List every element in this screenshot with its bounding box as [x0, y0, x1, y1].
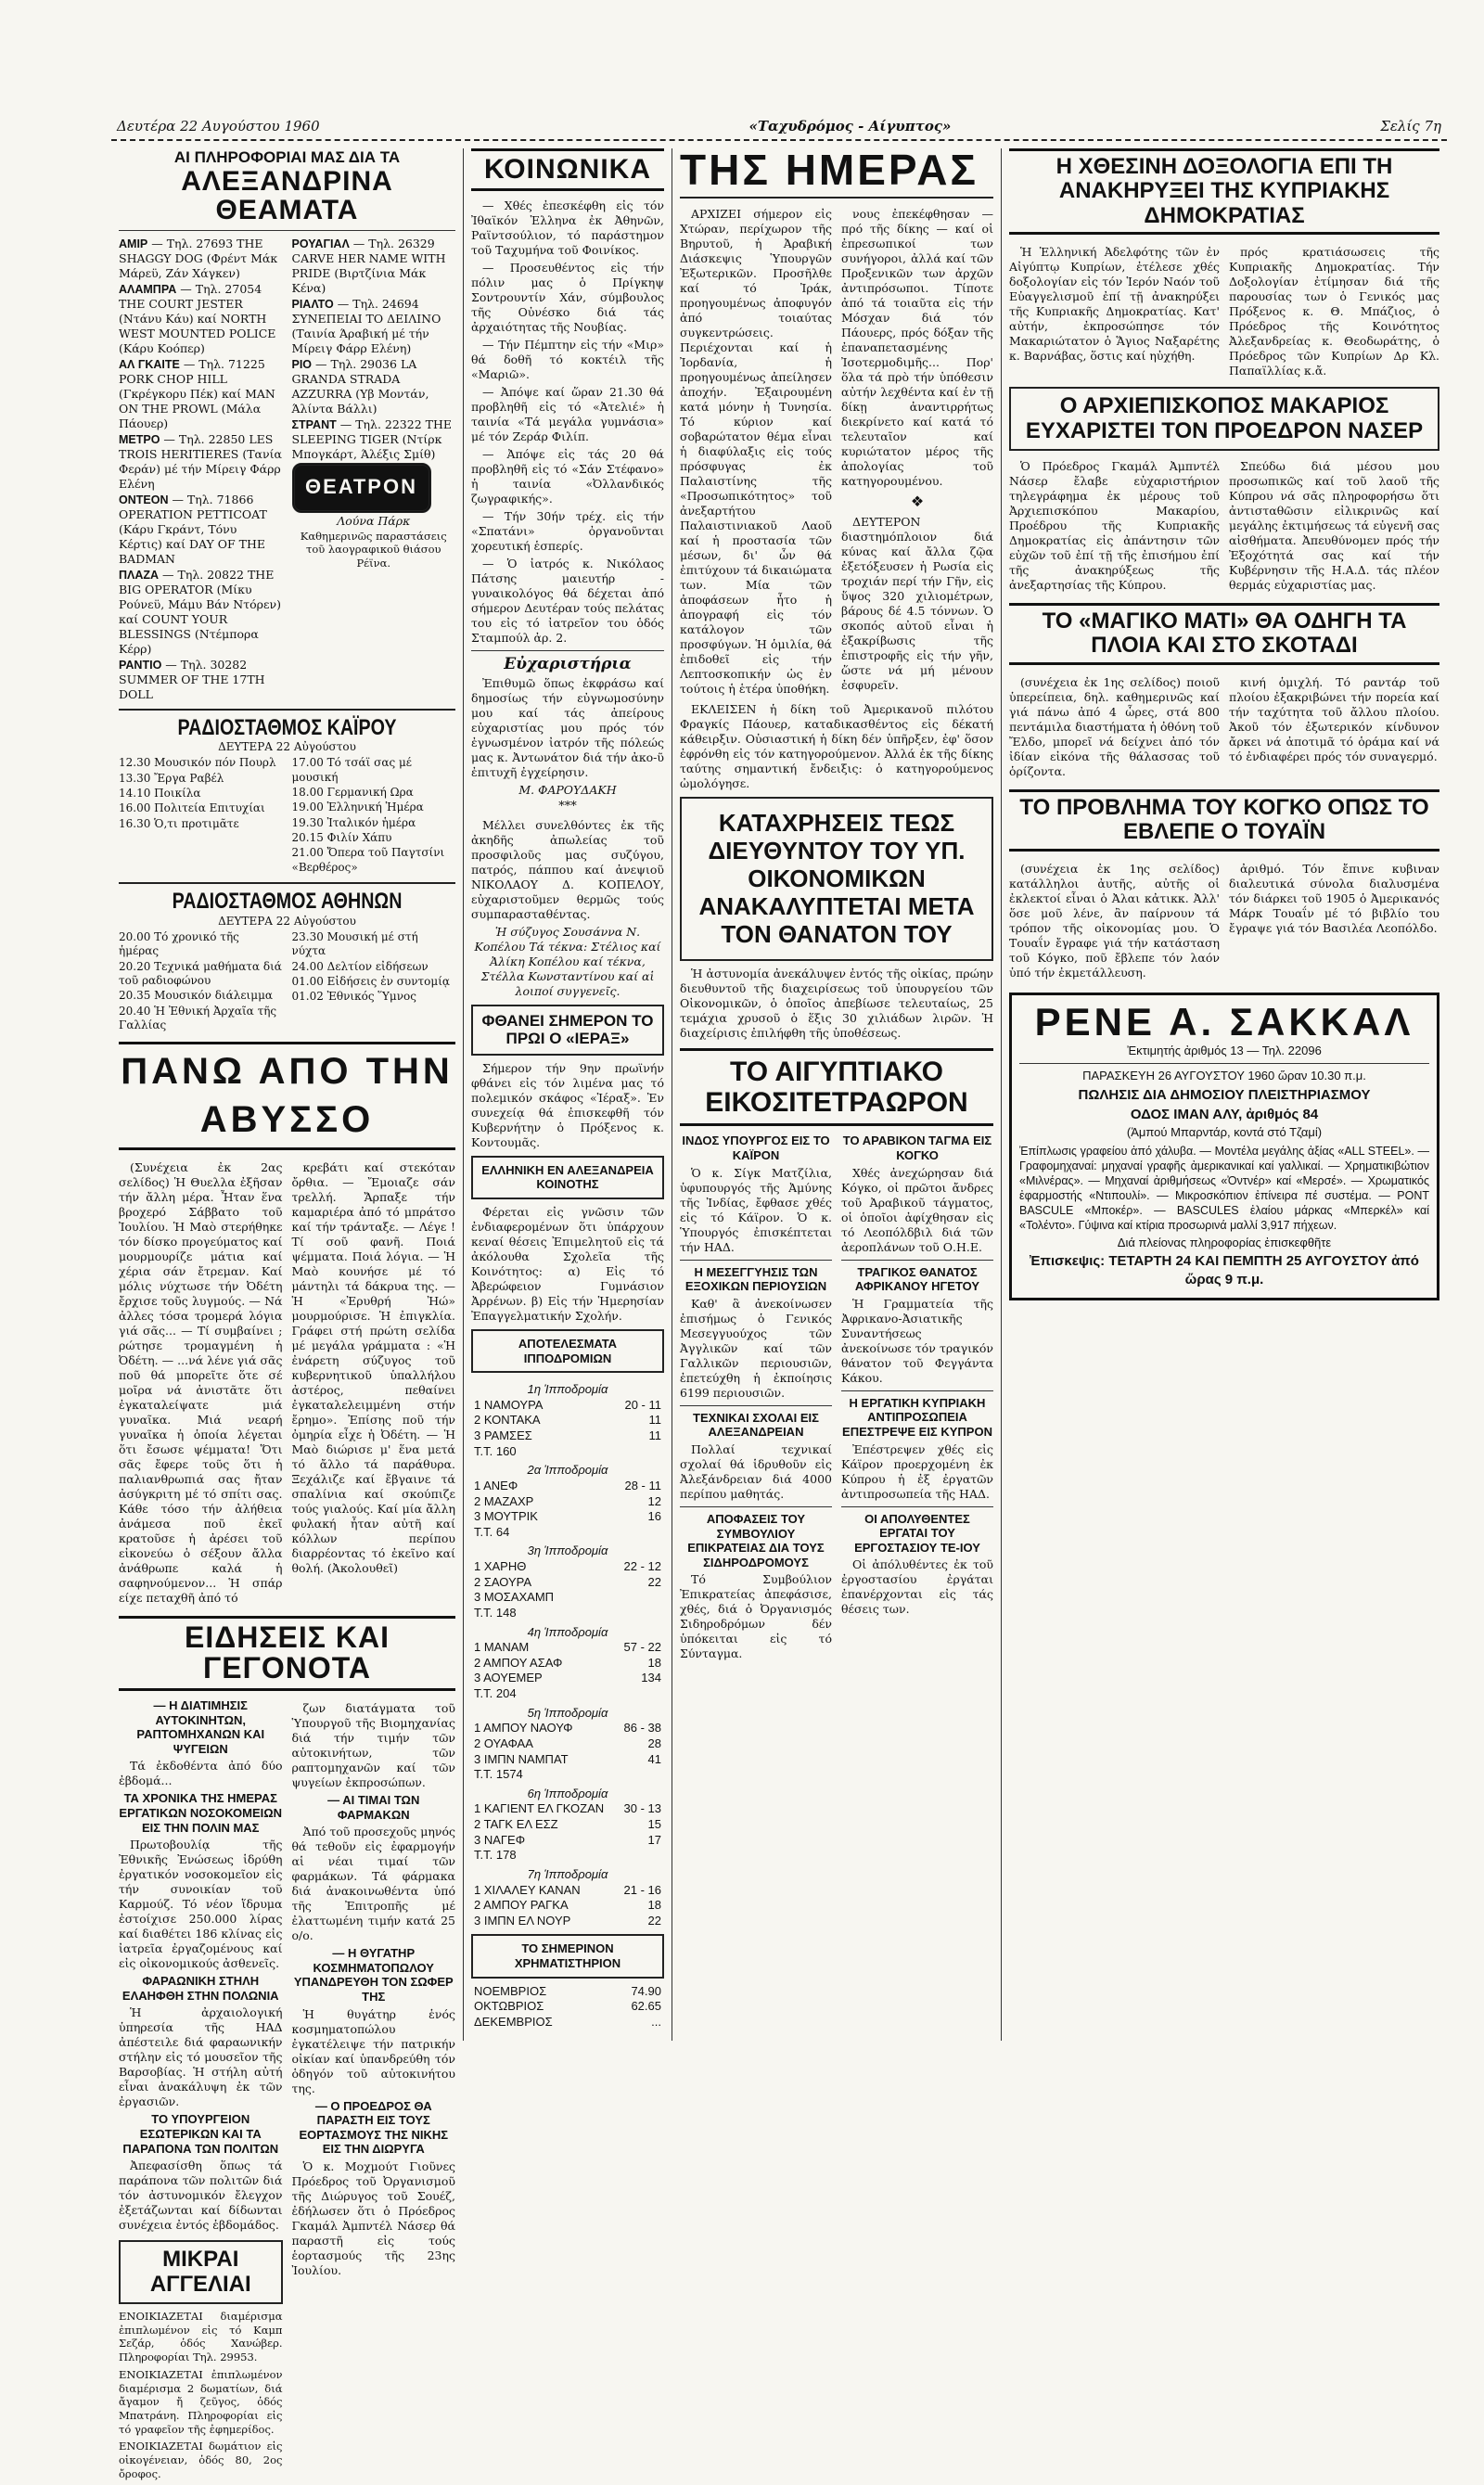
- race-row: [471, 1801, 664, 1817]
- race-title: 4η Ἱπποδρομία: [527, 1624, 608, 1639]
- radio-athens-item: 20.40 Ἡ Ἐθνική Ἀρχαῖα τῆς Γαλλίας: [119, 1004, 277, 1032]
- mourning-text: Μέλλει συνελθόντες ἐκ τῆς ἀκηδῆς ἀπωλείας τοῦ προσφιλοῦς μας συζύγου, πατρός, πάππου καί ἀνεψιοῦ ΝΙΚΟΛΑΟΥ Δ. ΚΟΠΕΛΟΥ, εὐχαριστοῦμεν θερμῶς τούς συμπαρασταθέντας.: [471, 817, 664, 921]
- race-row: [471, 1736, 664, 1752]
- advert-address: ΟΔΟΣ ΙΜΑΝ ΑΛΥ, ἀριθμός 84: [1130, 1106, 1319, 1122]
- race-horse: 1 ΝΑΜΟΥΡΑ: [474, 1397, 544, 1412]
- cotton-price: 62.65: [631, 1999, 661, 2014]
- race-row: [471, 1721, 664, 1736]
- race-row: [471, 1606, 664, 1621]
- race-horse: 3 ΜΟΣΑΧΑΜΠ: [474, 1590, 555, 1605]
- race-odds: [618, 1525, 664, 1541]
- cinema-entry: [119, 432, 283, 492]
- race-row: [471, 1398, 664, 1414]
- cinema-phone: — Τηλ. 71866: [168, 492, 254, 506]
- kataxriseis-text: Ἡ ἀστυνομία ἀνεκάλυψεν ἐντός τῆς οἰκίας, πρώην διευθυντοῦ τῆς διαχειρίσεως τοῦ ὑπουργείου τῶν Οἰκονομικῶν, ὁ ὁποῖος ἀπεβίωσε τελευταίως, 25 τεμάχια χρυσοῦ ὁ ἕξις 30 χιλιάδων λιρῶν. Ἡ διαχείρισις ἐπιλήφθη τῆς ὑποθέσεως.: [680, 967, 993, 1041]
- doxologia-text-right: πρός κρατιάσωσεις τῆς Κυπριακῆς Δημοκρατίας. Τήν Δοξολογίαν ἐτίμησαν διά τῆς παρουσίας των ὁ Γενικός μας Πρόξενος κ. Θ. Μπάζιος, ὁ Πρόεδρος τῆς Κοινότητος Ἀλεξανδρείας κ. Θεοδωράτης, ὁ Πρόεδρος τῶν Κυπρίων Δρ Κλ. Παπαϊλλίας κ.ἄ.: [1229, 245, 1439, 378]
- race-horse: 2 ΑΜΠΟΥ ΡΑΓΚΑ: [474, 1898, 569, 1913]
- radio-cairo-heading: ΡΑΔΙΟΣΤΑΘΜΟΣ ΚΑΪΡΟΥ: [177, 714, 397, 740]
- cinema-name: ΑΛ ΓΚΑΙΤΕ: [119, 357, 180, 371]
- ekleise-text: ΕΚΛΕΙΣΕΝ ἡ δίκη τοῦ Ἀμερικανοῦ πιλότου Φραγκίς Πάουερ, καταδικασθέντος εἰς δέκατή κάθειρξιν. Οὐσιαστική ἡ δίκη δέν ὑπῆρξεν, ἐφ' ὅσον ἐφρόνθη εἰς τόν κατηγορούμενον. Ἀλλά ἐκ τῆς δίκης ταύτης σημαντική ἔνδειξις: ὁ κατηγορούμενος ὠμολόγησε.: [680, 702, 993, 790]
- cinema-phone: — Τηλ. 30282: [161, 657, 248, 672]
- radio-athens-item: 01.00 Εἰδήσεις ἐν συντομίᾳ: [291, 975, 450, 988]
- radio-cairo-item: 21.00 Ὄπερα τοῦ Παγτσίνι «Βερθέρος»: [291, 846, 445, 874]
- news-item-text: Πρωτοβουλίᾳ τῆς Ἐθνικῆς Ἐνώσεως ἱδρύθη ἐργατικόν νοσοκομεῖον εἰς τήν συνοικίαν τοῦ Καρμούζ. Τό νέον ἵδρυμα ἐστοίχισε 250.000 λίρας καί διαθέτει 186 κλίνας εἰς ἰατρεῖα ἐργαζομένους καί εἰς οἰκονομικούς ἀσθενεῖς.: [119, 1838, 283, 1971]
- cinema-entry: [119, 493, 283, 567]
- race-title: 3η Ἱπποδρομία: [527, 1544, 608, 1558]
- race-horse: 3 ΑΟΥΕΜΕΡ: [474, 1671, 543, 1685]
- race-horse: 2 ΑΜΠΟΥ ΑΣΑΦ: [474, 1655, 563, 1670]
- tech-heading: ΤΕΧΝΙΚΑΙ ΣΧΟΛΑΙ ΕΙΣ ΑΛΕΞΑΝΔΡΕΙΑΝ: [693, 1410, 819, 1440]
- race-title: 1η Ἱπποδρομία: [527, 1382, 608, 1397]
- abyss-text-right: κρεβάτι καί στεκόταν ὄρθια. — Ἔμοιαζε σάν τρελλή. Ἄρπαξε τήν καμαριέρα ἀπό τό μπράτσο καί τήν τράνταξε. — Λέγε ! Τί σοῦ φανῆ. Ποιά ψέμματα. Ποιά λόγια. — Ἡ Μαὸ κουνήσε μέ τό μάντηλι τά δάκρυα της. — Ἡ «Ἐρυθρή Ἠώ» μουρμούρισε. Ἡ ἐπιγκλία. Γράφει στή πρώτη σελίδα μέ μεγάλα γράμματα : «Ἡ ἐνάρετη σύζυγος τοῦ κυβερνητικοῦ ὑπαλλήλου ἀστέρος, πεθαίνει ἐγκαταλελειμμένη στήν ἔρημο». Ἐπίσης ποῦ τήν ὀμηρία εἶχε ἡ Ὀδέτη. — Ἡ Μαὸ διώρισε μ' ἕνα μετά τό ἄλλο τά παράθυρα. Ξεχάλιζε καί ἔβγαινε τά σπαλίνια καί σκούπιζε τούς γιαλούς. Καί μία ἄλλη φυλακή ἦταν αὐτῆ καί κόλλων περίπου διαρρέοντας τό ἐκεῖνο καί θολή. (Ἀκολουθεῖ): [291, 1159, 455, 1575]
- race-odds: 11: [648, 1413, 661, 1428]
- race-odds: 11: [648, 1428, 661, 1443]
- race-horse: Τ.Τ. 1574: [474, 1767, 523, 1782]
- cinema-show: CARVE HER NAME WITH PRIDE (Βιρτζίνια Μάκ Κένα): [291, 250, 446, 295]
- cotton-row: [471, 2015, 664, 2030]
- mesegg-heading: Η ΜΕΣΕΓΓΥΗΣΙΣ ΤΩΝ ΕΞΟΧΙΚΩΝ ΠΕΡΙΟΥΣΙΩΝ: [684, 1264, 827, 1294]
- race-title-row: [471, 1864, 664, 1883]
- radio-cairo-item: 14.10 Ποικίλα: [119, 787, 201, 801]
- smallad-item: ΕΝΟΙΚΙΑΖΕΤΑΙ διαμέρισμα ἐπιπλωμένον εἰς τό Καμπ Σεζάρ, ὁδός Χανώβερ. Πληροφορίαι Τηλ. 29953.: [119, 2309, 283, 2364]
- news-item-text: Ἀπεφασίσθη ὅπως τά παράπονα τῶν πολιτῶν διά τόν ἀστυνομικόν ἔλεγχον ἐξετάζωνται καί δίδωνται συνέχεια ἐντός ἑβδομάδος.: [119, 2158, 283, 2233]
- koinonika-item: — Τήν Πέμπτην εἰς τήν «Μιρ» θά δοθῆ τό κοκτέιλ τῆς «Μαριῶ».: [471, 337, 664, 381]
- race-horse: Τ.Τ. 178: [474, 1848, 517, 1863]
- cinema-name: ΡΙΟ: [291, 357, 313, 371]
- advert-sub: Ἐκτιμητής ἀριθμός 13 — Τηλ. 22096: [1127, 1043, 1322, 1057]
- race-row: [471, 1525, 664, 1541]
- radio-cairo-item: 16.30 Ὁ,τι προτιμᾶτε: [119, 816, 239, 830]
- news-item-text: Ἀπό τοῦ προσεχοῦς μηνός θά τεθοῦν εἰς ἐφαρμογήν αἱ νέαι τιμαί τῶν φαρμάκων. Τά φάρμακα διά ἀνακοινωθέντα ὑπό τῆς Ἐπιτροπῆς μέ ἐλαττωμένη τιμήν κατά 25 ο/ο.: [291, 1825, 455, 1943]
- column-entertainment-news: [111, 148, 464, 2480]
- day-heading: ΤΗΣ ΗΜΕΡΑΣ: [680, 146, 979, 194]
- race-odds: 12: [647, 1493, 661, 1508]
- race-row: [471, 1428, 664, 1444]
- race-title: 5η Ἱπποδρομία: [527, 1705, 608, 1720]
- race-horse: 1 ΧΑΡΗΘ: [474, 1559, 527, 1574]
- advert-name: ΡΕΝΕ Α. ΣΑΚΚΑΛ: [1034, 999, 1414, 1044]
- race-odds: 17: [647, 1832, 661, 1847]
- race-horse: 2 ΜΑΖΑΧΡ: [474, 1493, 534, 1508]
- lead-text-right: νους ἐπεκέφθησαν — πρό τῆς δίκης — καί οἱ ἐπρεσωπικοί των συνήγοροι, ἀλλά καί τῶν Προξενικῶν των ἀρχῶν ἀντιπρόσωποι. Τίποτε ἀπό τά τοιαῦτα εἰς τήν Μόσχαν διά τόν Πάουερς, πρός δόξαν τῆς ἐπαναπετασμένης Ἰσοτερμοδιμῆς... Πορ' ὅλα τά πρὸ τήν ὑπόθεσιν αὐτήν λεχθέντα καί ἐν τῇ δίκῃ ἀναντιρρήτως διεκρίνετο καί κατά τό τελευταῖον καί κυριώτατον μέρος τῆς ἀπολογίας τοῦ κατηγορουμένου.: [841, 207, 993, 488]
- column-cyprus: [1002, 148, 1447, 2041]
- advert-date: ΠΑΡΑΣΚΕΥΗ 26 ΑΥΓΟΥΣΤΟΥ 1960 ὥραν 10.30 π.μ.: [1082, 1069, 1366, 1083]
- news-right: [292, 1698, 456, 2485]
- race-odds: 15: [647, 1817, 661, 1832]
- cinema-name: ΣΤΡΑΝΤ: [291, 417, 337, 431]
- race-odds: 22 - 12: [623, 1559, 661, 1574]
- race-row: [471, 1509, 664, 1525]
- race-odds: 18: [647, 1655, 661, 1670]
- radio-athens-item: 20.00 Τό χρονικό τῆς ἡμέρας: [119, 929, 239, 958]
- race-odds: 41: [647, 1751, 661, 1766]
- race-odds: 18: [647, 1898, 661, 1913]
- news-item-heading: ΕΡΓΑΤΙΚΩΝ ΝΟΣΟΚΟΜΕΙΩΝ ΕΙΣ ΤΗΝ ΠΟΛΙΝ ΜΑΣ: [119, 1805, 283, 1835]
- radio-athens-item: 23.30 Μουσική μέ στή νύχτα: [291, 929, 418, 958]
- kataxriseis-heading: ΚΑΤΑΧΡΗΣΕΙΣ ΤΕΩΣ ΔΙΕΥΘΥΝΤΟΥ ΤΟΥ ΥΠ. ΟΙΚΟΝΟΜΙΚΩΝ ΑΝΑΚΑΛΥΠΤΕΤΑΙ ΜΕΤΑ ΤΟΝ ΘΑΝΑΤΟΝ ΤΟΥ: [698, 809, 975, 948]
- race-row: [471, 1575, 664, 1591]
- cotton-price: ...: [651, 2014, 661, 2029]
- makarios-text-left: Ὁ Πρόεδρος Γκαμάλ Ἀμπντέλ Νάσερ ἔλαβε εὐχαριστήριον τηλεγράφημα ἐκ μέρους τοῦ Ἀρχιεπισκόπου Μακαρίου, Προέδρου τῆς Κυπριακῆς Δημοκρατίας εἰς ἀπάντησιν τῶν εὐχῶν τοῦ ἐπί τῇ τῆς ἐπισήμου ἐπί τῆς ἀνακηρύξεως τῆς ἀνεξαρτησίας τῆς Κύπρου.: [1009, 458, 1220, 592]
- race-odds: 57 - 22: [623, 1640, 661, 1655]
- osteop-text: Οἱ ἀπόλυθέντες ἐκ τοῦ ἐργοστασίου ἐργάται ἐπανέρχονται εἰς τάς θέσεις των.: [841, 1557, 993, 1617]
- race-odds: 28: [647, 1736, 661, 1750]
- race-horse: 3 ΙΜΠΝ ΕΛ ΝΟΥΡ: [474, 1913, 571, 1928]
- race-horse: Τ.Τ. 204: [474, 1686, 517, 1701]
- race-row: [471, 1817, 664, 1833]
- koinonika-item: — Ἀπόψε εἰς τάς 20 θά προβληθῆ εἰς τό «Σάν Στέφανο» ἡ ταινία «Ὀλλανδικός ζωγραφικής».: [471, 446, 664, 506]
- workers-text: Ἐπέστρεψεν χθές εἰς Κάϊρον προερχομένη ἐκ Κύπρου ἡ ἐξ ἐργατῶν ἀντιπροσωπεία τῆς ΗΑΔ.: [841, 1441, 993, 1501]
- radio-cairo-item: 20.15 Φιλίν Χάπυ: [291, 831, 392, 845]
- race-row: [471, 1833, 664, 1849]
- arabiko-heading: ΤΟ ΑΡΑΒΙΚΟΝ ΤΑΓΜΑ ΕΙΣ ΚΟΓΚΟ: [842, 1134, 992, 1163]
- races-heading: ΑΠΟΤΕΛΕΣΜΑΤΑ ΙΠΠΟΔΡΟΜΙΩΝ: [518, 1336, 618, 1365]
- cinema-entry: [292, 357, 456, 416]
- cotton-month: ΟΚΤΩΒΡΙΟΣ: [474, 1999, 544, 2014]
- advert-title: ΠΩΛΗΣΙΣ ΔΙΑ ΔΗΜΟΣΙΟΥ ΠΛΕΙΣΤΗΡΙΑΣΜΟΥ: [1078, 1086, 1371, 1103]
- advert-address-note: (Ἀμπού Μπαρντάρ, κοντά στό Τζαμί): [1126, 1125, 1323, 1140]
- news-item-text: Ἡ ἀρχαιολογική ὑπηρεσία τῆς ΗΑΔ ἀπέστειλε διά φαραωνικήν στήλην εἰς τό μουσεῖον τῆς Βαρσοβίας. Ἡ στήλη αὐτή εἶναι ἀνακάλυψη ἐκ τῶν ἐργασιῶν.: [119, 2005, 283, 2109]
- koinonika-item: — Ἀπόψε καί ὥραν 21.30 θά προβληθῆ εἰς τό «Ἀτελιέ» ἡ ταινία «Τά μεγάλα γυμνάσια» μέ τόν Ζεράρ Φιλίπ.: [471, 384, 664, 443]
- news-item-text: Ὁ κ. Μοχμούτ Γιοῦνες Πρόεδρος τοῦ Ὀργανισμοῦ τῆς Διώρυγος τοῦ Σουέζ, ἐδήλωσεν ὅτι ὁ Πρόεδρος Γκαμάλ Ἀμπντέλ Νάσερ θά παραστῆ εἰς τούς ἑορτασμούς τῆς 23ης Ἰουλίου.: [291, 2158, 455, 2277]
- advert-view: Διά πλείονας πληροφορίας ἐπισκεφθῆτε: [1117, 1235, 1332, 1249]
- radio-athens-item: 20.35 Μουσικόν διάλειμμα: [119, 989, 273, 1003]
- race-title-row: [471, 1378, 664, 1398]
- race-row: [471, 1898, 664, 1914]
- cinema-name: ΑΛΑΜΠΡΑ: [119, 282, 177, 296]
- race-odds: 28 - 11: [624, 1478, 661, 1492]
- cinema-phone: — Τηλ. 27693: [147, 236, 237, 250]
- race-horse: 1 ΜΑΝΑΜ: [474, 1640, 530, 1655]
- cinema-show: THE COURT JESTER (Ντάνυ Κάυ) καί NORTH WEST MOUNTED POLICE (Κάρυ Κοόπερ): [119, 296, 276, 355]
- tragic-text: Ἡ Γραμματεία τῆς Ἀφρικανο-Ἀσιατικῆς Συναντήσεως ἀνεκοίνωσε τόν τραγικόν θάνατον τοῦ Φεγγάντα Κάκου.: [841, 1296, 993, 1385]
- advert-visit: Ἐπισκεψις: ΤΕΤΑΡΤΗ 24 ΚΑΙ ΠΕΜΠΤΗ 25 ΑΥΓΟΥΣΤΟΥ ἀπό ὥρας 9 π.μ.: [1030, 1253, 1419, 1287]
- race-horse: 3 ΜΟΥΤΡΙΚ: [474, 1509, 538, 1524]
- race-odds: 22: [647, 1574, 661, 1589]
- race-horse: Τ.Τ. 64: [474, 1524, 510, 1539]
- magic-eye-text-right: κινή ὁμιχλή. Τό ραντάρ τοῦ πλοίου ἐξακριβώνει τήν πορεία καί τήν ταχύτητα τοῦ ἄλλου πλοίου. Ἀκοῦ τόν ἐξωτερικόν κίνδυνον ἄρκει νά ἀποτιμᾶ τό ὁράμα καί νά τό ἐνδιαφέρει πρός τόν συναγερμό.: [1229, 674, 1439, 763]
- radio-athens-left: [119, 929, 283, 1034]
- makarios-text-right: Σπεύδω διά μέσου μου προσωπικῶς καί τοῦ λαοῦ τῆς Κύπρου νά σᾶς πληροφορήσω ὅτι ἀντισταθῶσιν εἰλικρινῶς καί μεγάλης ἐκτιμήσεως τά εὐγενῆ σας αἰσθήματα. Ἀπευθύνομεν πρός τήν Ἐξοχότητά σας καί τήν Κυβέρνησιν τῆς Η.Α.Δ. τάς πλέον θερμάς εὐχαριστίας μας.: [1229, 458, 1439, 592]
- cinema-phone: — Τηλ. 20822: [159, 567, 248, 582]
- osteop-heading: ΟΙ ΑΠΟΛΥΘΕΝΤΕΣ ΕΡΓΑΤΑΙ ΤΟΥ ΕΡΓΟΣΤΑΣΙΟΥ ΤΕ-ΙΟΥ: [854, 1511, 980, 1555]
- radio-athens-right: [292, 929, 456, 1034]
- race-row: [471, 1883, 664, 1899]
- radio-athens-day: ΔΕΥΤΕΡΑ 22 Αὐγούστου: [218, 914, 356, 928]
- race-horse: Τ.Τ. 148: [474, 1605, 517, 1620]
- radio-athens-item: 24.00 Δελτίον εἰδήσεων: [291, 959, 429, 973]
- cinema-list-right: [292, 236, 456, 703]
- cotton-heading: ΤΟ ΣΗΜΕΡΙΝΟΝ ΧΡΗΜΑΤΙΣΤΗΡΙΟΝ: [514, 1941, 621, 1970]
- radio-athens-heading: ΡΑΔΙΟΣΤΑΘΜΟΣ ΑΘΗΝΩΝ: [172, 889, 403, 915]
- race-odds: 16: [647, 1509, 661, 1524]
- tragic-heading: ΤΡΑΓΙΚΟΣ ΘΑΝΑΤΟΣ ΑΦΡΙΚΑΝΟΥ ΗΓΕΤΟΥ: [854, 1264, 980, 1294]
- radio-cairo-item: 18.00 Γερμανική Ωρα: [291, 786, 414, 800]
- race-odds: [618, 1590, 664, 1606]
- cinema-phone: — Τηλ. 22850: [160, 431, 249, 446]
- ierax-text: Σήμερον τήν 9ην πρωϊνήν φθάνει εἰς τόν λιμένα μας τό πολεμικόν σκάφος «Ἱέραξ». Ἐν συνεχείᾳ θά ἐπισκεφθῆ τόν Κυβερνήτην ὁ Πρόξενος κ. Κοντουμᾶς.: [471, 1060, 664, 1149]
- doxologia-text-left: Ἡ Ἑλληνική Ἀδελφότης τῶν ἐν Αἰγύπτῳ Κυπρίων, ἐτέλεσε χθές δοξολογίαν εἰς τόν Ἱερόν Ναόν τοῦ Εὐαγγελισμοῦ ἐπί τῇ ἀνακηρύξει τῆς Κυπριακῆς Δημοκρατίας. Κατ' αὐτήν, ἐκπροσώπησε τόν Μακαριώτατον ὁ Ἅγιος Ναξαρέτης κ. Βαρνάβας, ὅστις καί ηὐχήθη.: [1009, 245, 1220, 364]
- cinema-phone: — Τηλ. 24694: [333, 296, 419, 311]
- mourning-signature: Ἡ σύζυγος Σουσάννα Ν. Κοπέλου Τά τέκνα: Στέλιος καί Ἀλίκη Κοπέλου καί τέκνα, Στέλλα Κωνσταντίνου καί αἱ λοιποί συγγενεῖς.: [474, 924, 661, 998]
- radio-athens-item: 01.02 Ἐθνικός Ὕμνος: [291, 990, 416, 1004]
- cinema-name: ΟΝΤΕΟΝ: [119, 493, 169, 506]
- theatron-subtitle: Λούνα Πάρκ: [337, 513, 411, 528]
- race-row: [471, 1559, 664, 1575]
- congo-text-right: ἀριθμό. Τόν ἔπινε κυβιναν διαλευτικά σύνολα διαλυσμένα τόν διάρκει τοῦ 1905 ὁ Ἀμερικανός Μάρκ Τουαΐν μέ τό βιβλίο του ἔγραψε γιά τόν Βασιλέα Λεοπόλδο.: [1229, 861, 1439, 935]
- ind-heading: ΙΝΔΟΣ ΥΠΟΥΡΓΟΣ ΕΙΣ ΤΟ ΚΑΪΡΟΝ: [682, 1134, 830, 1163]
- race-title-row: [471, 1702, 664, 1722]
- masthead-page: Σελίς 7η: [1380, 117, 1441, 134]
- race-title: 7η Ἱπποδρομία: [527, 1866, 608, 1881]
- ind-text: Ὁ κ. Σίγκ Ματζίλια, ὑφυπουργός τῆς Ἀμύνης τῆς Ἰνδίας, ἔφθασε χθές εἰς τό Κάϊρον. Ὁ κ. Ὑπουργός ἐπισκέπτεται τήν ΗΑΔ.: [680, 1165, 832, 1254]
- cotton-price: 74.90: [631, 1983, 661, 1998]
- race-odds: 134: [641, 1671, 661, 1685]
- radio-cairo-item: 16.00 Πολιτεία Επιτυχίαι: [119, 801, 265, 815]
- theatres-heading: ΑΛΕΞΑΝΔΡΙΝΑ ΘΕΑΜΑΤΑ: [181, 165, 393, 226]
- devtero-text: ΔΕΥΤΕΡΟΝ διαστημόπλοιον διά κύνας καί ἄλλα ζῷα ἐξετόξευσεν ἡ Ρωσία εἰς τροχιάν περί τήν Γῆν, εἰς ὕψος 320 χιλιομέτρων, βάρους δέ 4.5 τόννων. Ὁ σκοπός αὐτοῦ εἶναι ἡ ἐξακρίβωσις τῆς ἐπιστροφῆς εἰς τήν γῆν, ὥστε νά μή μένουν ἐσφυρεῖν.: [841, 515, 993, 693]
- cinema-name: ΑΜΙΡ: [119, 237, 148, 250]
- school-text: Φέρεται εἰς γνῶσιν τῶν ἐνδιαφερομένων ὅτι ὑπάρχουν κεναί θέσεις Ἐπιμελητοῦ εἰς τά ἀκόλουθα Σχολεῖα τῆς Κοινότητος: α) Εἰς τό Ἀβερώφειον Γυμνάσιον Ἀρρένων. β) Εἰς τήν Ἡμερησίαν Ἐπαγγελματικήν Σχολήν.: [471, 1204, 664, 1323]
- ornament-icon: ❖: [910, 493, 925, 510]
- cinema-entry: [119, 237, 283, 281]
- newspaper-page: [111, 146, 1447, 2480]
- race-odds: 21 - 16: [623, 1882, 661, 1897]
- cinema-entry: [292, 297, 456, 356]
- auction-advert: [1009, 993, 1439, 1300]
- news-item-heading: ΦΑΡΑΩΝΙΚΗ ΣΤΗΛΗ ΕΛΑΗΦΘΗ ΣΤΗΝ ΠΟΛΩΝΙΑ: [122, 1974, 279, 2003]
- race-row: [471, 1686, 664, 1702]
- race-odds: [618, 1686, 664, 1702]
- efxaristiria-signature: Μ. ΦΑΡΟΥΔΑΚΗ: [518, 783, 617, 798]
- cotton-month: ΝΟΕΜΒΡΙΟΣ: [474, 1983, 547, 1998]
- cinema-name: ΜΕΤΡΟ: [119, 432, 160, 446]
- aigyptiako-heading: ΤΟ ΑΙΓΥΠΤΙΑΚΟ ΕΙΚΟΣΙΤΕΤΡΑΩΡΟΝ: [680, 1048, 993, 1126]
- cotton-month: ΔΕΚΕΜΒΡΙΟΣ: [474, 2014, 553, 2029]
- efxaristiria-heading: Εὐχαριστήρια: [504, 654, 632, 673]
- koinonika-item: — Προσευθέντος εἰς τήν πόλιν μας ὁ Πρίγκηψ Σοντρουντίν Χάν, σύμβουλος τῆς Οὐνέσκο διά τάς ἀρχαιότητας τῆς Νουβίας.: [471, 260, 664, 334]
- cinema-entry: [119, 282, 283, 356]
- cinema-entry: [292, 417, 456, 462]
- cinema-show: LES TROIS HERITIERES (Τανία Φεράν) μέ τήν Μίρειγ Φάρρ Ελένη: [119, 431, 282, 491]
- cinema-phone: — Τηλ. 27054: [176, 281, 262, 296]
- race-horse: 2 ΣΑΟΥΡΑ: [474, 1574, 532, 1589]
- race-title: 2α Ἱπποδρομία: [527, 1463, 608, 1478]
- radio-cairo-item: 19.30 Ἰταλικόν ἡμέρα: [291, 815, 416, 829]
- arabiko-text: Χθές ἀνεχώρησαν διά Κόγκο, οἱ πρῶτοι ἄνδρες τοῦ Ἀραβικοῦ τάγματος, οἱ ὁποῖοι ἀφίχθησαν εἰς τό Λεοπόλδβιλ διά τῶν ἀεροπλάνων τοῦ Ο.Η.Ε.: [841, 1165, 993, 1254]
- koinonika-item: — Τήν 30ήν τρέχ. εἰς τήν «Σπατάνι» ὀργανοῦνται χορευτική ἑσπερίς.: [471, 508, 664, 553]
- abyss-heading: ΠΑΝΩ ΑΠΟ ΤΗΝ ΑΒΥΣΣΟ: [119, 1042, 455, 1149]
- race-row: [471, 1444, 664, 1460]
- radio-cairo-right: [292, 755, 456, 876]
- cotton-table: [471, 1984, 664, 2030]
- race-horse: Τ.Τ. 160: [474, 1443, 517, 1458]
- race-odds: 20 - 11: [624, 1397, 661, 1412]
- race-horse: 2 ΚΟΝΤΑΚΑ: [474, 1413, 541, 1428]
- radio-cairo-item: 17.00 Τό τσάϊ σας μέ μουσική: [291, 756, 413, 784]
- smallads-heading: ΜΙΚΡΑΙ ΑΓΓΕΛΙΑΙ: [149, 2247, 251, 2297]
- news-heading: ΕΙΔΗΣΕΙΣ ΚΑΙ ΓΕΓΟΝΟΤΑ: [185, 1620, 390, 1685]
- decisions-heading: ΑΠΟΦΑΣΕΙΣ ΤΟΥ ΣΥΜΒΟΥΛΙΟΥ ΕΠΙΚΡΑΤΕΙΑΣ ΔΙΑ ΤΟΥΣ ΣΙΔΗΡΟΔΡΟΜΟΥΣ: [687, 1512, 825, 1569]
- makarios-heading: Ο ΑΡΧΙΕΠΙΣΚΟΠΟΣ ΜΑΚΑΡΙΟΣ ΕΥΧΑΡΙΣΤΕΙ ΤΟΝ ΠΡΟΕΔΡΟΝ ΝΑΣΕΡ: [1025, 393, 1424, 443]
- cinema-show: ΣΥΝΕΠΕΙΑΙ ΤΟ ΔΕΙΛΙΝΟ (Ταινία Άραβική μέ τήν Μίρειγ Φάρρ Ελένη): [291, 311, 441, 355]
- race-row: [471, 1656, 664, 1672]
- koinonika-heading: ΚΟΙΝΩΝΙΚΑ: [483, 154, 651, 185]
- congo-heading: ΤΟ ΠΡΟΒΛΗΜΑ ΤΟΥ ΚΟΓΚΟ ΟΠΩΣ ΤΟ ΕΒΛΕΠΕ Ο ΤΟΥΑΪΝ: [1019, 794, 1429, 845]
- masthead-date: Δευτέρα 22 Αυγούστου 1960: [117, 117, 320, 134]
- news-left: [119, 1698, 283, 2485]
- race-odds: 30 - 13: [623, 1801, 661, 1816]
- news-item-text: Τά ἐκδοθέντα ἀπό δύο ἐβδομά...: [119, 1759, 283, 1788]
- cinema-phone: — Τηλ. 22322: [336, 416, 426, 431]
- races-table: [471, 1378, 664, 1928]
- smallad-item: ΕΝΟΙΚΙΑΖΕΤΑΙ δωμάτιον εἰς οἰκογένειαν, ὁδός 80, 2ος ὄροφος.: [119, 2440, 283, 2480]
- news-item-heading: — Ο ΠΡΟΕΔΡΟΣ ΘΑ ΠΑΡΑΣΤΗ ΕΙΣ ΤΟΥΣ ΕΟΡΤΑΣΜΟΥΣ ΤΗΣ ΝΙΚΗΣ ΕΙΣ ΤΗΝ ΔΙΩΡΥΓΑ: [299, 2098, 449, 2157]
- mesegg-text: Καθ' ἃ ἀνεκοίνωσεν ἐπισήμως ὁ Γενικός Μεσεγγυούχος τῶν Ἀγγλικῶν καί τῶν Γαλλικῶν περιουσιῶν, ἐπετεύχθη ἡ ἐκποίησις 6199 περιουσιῶν.: [680, 1296, 832, 1400]
- tech-text: Πολλαί τεχνικαί σχολαί θά ἱδρυθοῦν εἰς Ἀλεξάνδρειαν διά 4000 περίπου μαθητάς.: [680, 1442, 832, 1502]
- koinonika-list: [471, 199, 664, 646]
- cinema-phone: — Τηλ. 26329: [349, 236, 435, 250]
- cinema-show: OPERATION PETTICOAT (Κάρυ Γκράντ, Τόνυ Κέρτις) καί DAY OF THE BADMAN: [119, 506, 267, 566]
- masthead: [111, 111, 1447, 141]
- cinema-show: SUMMER OF THE 17TH DOLL: [119, 672, 265, 701]
- race-odds: 22: [647, 1913, 661, 1928]
- koinonika-item: — Χθές ἐπεσκέφθη εἰς τόν Ἰθαϊκόν Ἑλληνα ἐκ Ἀθηνῶν, Ραϊντσούλιον, τό παράστημον τοῦ Ταχυμήνα τοῦ Φοινίκος.: [471, 198, 664, 257]
- doxologia-heading: Η ΧΘΕΣΙΝΗ ΔΟΞΟΛΟΓΙΑ ΕΠΙ ΤΗ ΑΝΑΚΗΡΥΞΕΙ ΤΗΣ ΚΥΠΡΙΑΚΗΣ ΔΗΜΟΚΡΑΤΙΑΣ: [1055, 154, 1393, 228]
- decisions-text: Τό Συμβούλιον Ἐπικρατείας ἀπεφάσισε, χθές, διά ὁ Ὀργανισμός Σιδηροδρόμων δέν ὑπόκειται εἰς τό Σύνταγμα.: [680, 1572, 832, 1661]
- radio-cairo-item: 19.00 Ἑλληνική Ἡμέρα: [291, 801, 424, 814]
- race-horse: 2 ΟΥΑΦΑΑ: [474, 1736, 533, 1750]
- race-row: [471, 1671, 664, 1686]
- cinema-phone: — Τηλ. 29036: [312, 356, 401, 371]
- info-heading: ΑΙ ΠΛΗΡΟΦΟΡΙΑΙ ΜΑΣ ΔΙΑ ΤΑ: [173, 148, 401, 166]
- radio-cairo-left: [119, 755, 283, 876]
- race-row: [471, 1752, 664, 1768]
- race-horse: 1 ΑΝΕΦ: [474, 1478, 518, 1492]
- theatron-logo: ΘΕΑΤΡΟΝ: [292, 463, 431, 513]
- race-row: [471, 1413, 664, 1428]
- efxaristiria-text: Ἐπιθυμῶ ὅπως ἐκφράσω καί δημοσίως τήν εὐγνωμοσύνην μου καί τάς ἀπείρους εὐχαριστίας μου πρός τόν ἐγνωσμένον ἰατρόν τῆς πόλεώς μας κ. Ἀντωνάτον διά τήν ἀκο-ῦ ἐπιτυχῆ ἐγχείρησιν.: [471, 676, 664, 780]
- race-title-row: [471, 1783, 664, 1802]
- cinema-entry: [119, 357, 283, 431]
- race-odds: [618, 1767, 664, 1783]
- race-horse: 1 ΑΜΠΟΥ ΝΑΟΥΦ: [474, 1721, 573, 1736]
- abyss-text-left: (Συνέχεια ἐκ 2ας σελίδος) Ἡ Θυελλα ἐξῆσαν τήν ἄλλη μέρα. Ἦταν ἕνα βροχερό Σάββατο τοῦ Ἰουλίου. Ἡ Μαὸ στερήθηκε τόν δίσκο προγεύματος καί μουρμουρίζε μάτια καί χέρια σάν ἔτρεμαν. Καί μόλις νύχτωσε τήν Ὀδέτη ἔρχισε τοῦς λυγμούς. — Νά ἀλλες τόσα τρομερά λόγια γιά σᾶς... — Τί συμβαίνει ; ρώτησε τρομαγμένη ἡ Ὀδέτη. — ...νά λένε γιά σᾶς ποῦ θά μπορεῖτε ὅτε σέ μοῖρα νά ἀνιστᾶτε ὅτι ἐγκαταλείψατε μιά γυναῖκα. Μιά νεαρή γυναῖκα ἡ ὁποία λέγεται ὅτι ἔσωσε ψέμματα! Ὅτι σᾶς ἔφερε τοῦς ὅτι ἡ παλιανθρωπιά σας ἤταν ἀσύγκριτη μέ τό σπίτι σας. Κάθε τόσο τήν ἀλήθεια ἀνάμεσα ποῦ ἐκεῖ κρατοῦσε ἡ ἀρέσει τοῦ εἰκονεύω ὁ σέξουν ἄλλα ἀνάθρωπε καλά ἡ σαφηνούμενον... Ἡ σπάρ είχε πεταχθῆ ἀπό τό: [119, 1159, 283, 1605]
- news-item-text: ζων διατάγματα τοῦ Ὑπουργοῦ τῆς Βιομηχανίας διά τήν τιμήν τῶν αὐτοκινήτων, τῶν ραπτομηχανῶν καί τῶν ψυγείων ἐκπροσώπων.: [291, 1701, 455, 1789]
- cinema-name: ΠΛΑΖΑ: [119, 568, 160, 582]
- cinema-phone: — Τηλ. 71225: [179, 356, 265, 371]
- masthead-paper: «Ταχυδρόμος - Αίγυπτος»: [748, 117, 952, 134]
- race-row: [471, 1590, 664, 1606]
- news-item-heading: — ΑΙ ΤΙΜΑΙ ΤΩΝ ΦΑΡΜΑΚΩΝ: [327, 1793, 420, 1822]
- separator-stars: ***: [558, 800, 577, 814]
- race-title-row: [471, 1540, 664, 1559]
- ierax-heading: ΦΘΑΝΕΙ ΣΗΜΕΡΟΝ ΤΟ ΠΡΩΙ Ο «ΙΕΡΑΞ»: [481, 1011, 654, 1048]
- race-odds: 86 - 38: [623, 1721, 661, 1736]
- radio-athens-item: 20.20 Τεχνικά μαθήματα διά τοῦ ραδιοφώνου: [119, 959, 282, 987]
- cotton-row: [471, 1999, 664, 2015]
- cinema-show: PORK CHOP HILL (Γκρέγκορυ Πέκ) καί MAN ON THE PROWL (Μάλα Πάουερ): [119, 371, 275, 430]
- smallad-item: ΕΝΟΙΚΙΑΖΕΤΑΙ ἐπιπλωμένον διαμέρισμα 2 δωματίων, διά ἄγαμον ἤ ζεῦγος, ὁδός Μπατράνη. Πληροφορίαι εἰς τό γραφεῖον τῆς ἐφημερίδος.: [119, 2367, 283, 2436]
- cinema-entry: [119, 568, 283, 657]
- cinema-show: LA GRANDA STRADA AZZURRA (Υβ Μοντάν, Άλίντα Βάλλι): [291, 356, 429, 416]
- cinema-show: THE SLEEPING TIGER (Ντίρκ Μπογκάρτ, Άλέξις Σμίθ): [291, 416, 453, 461]
- race-row: [471, 1640, 664, 1656]
- cinema-entry: [119, 658, 283, 702]
- magic-eye-heading: ΤΟ «ΜΑΓΙΚΟ ΜΑΤΙ» ΘΑ ΟΔΗΓΗ ΤΑ ΠΛΟΙΑ ΚΑΙ ΣΤΟ ΣΚΟΤΑΔΙ: [1042, 608, 1407, 659]
- smallads-list: [119, 2310, 283, 2481]
- column-of-the-day: [672, 148, 1002, 2041]
- cinema-show: THE SHAGGY DOG (Φρέντ Μάκ Μάρεϋ, Ζάν Χάγκεν): [119, 236, 278, 280]
- column-social: [464, 148, 672, 2041]
- race-title-row: [471, 1459, 664, 1479]
- race-horse: 2 ΤΑΓΚ ΕΛ ΕΣΖ: [474, 1817, 558, 1832]
- news-item-heading: — Η ΔΙΑΤΙΜΗΣΙΣ ΑΥΤΟΚΙΝΗΤΩΝ, ΡΑΠΤΟΜΗΧΑΝΩΝ ΚΑΙ ΨΥΓΕΙΩΝ: [136, 1698, 265, 1756]
- school-heading: ΕΛΛΗΝΙΚΗ ΕΝ ΑΛΕΞΑΝΔΡΕΙΑ ΚΟΙΝΟΤΗΣ: [481, 1162, 654, 1192]
- race-odds: [618, 1444, 664, 1460]
- koinonika-item: — Ὁ ἰατρός κ. Νικόλαος Πάτσης μαιευτήρ - γυναικολόγος θά δέχεται ἀπό σήμερον Δευτέραν τούς πελάτας του εἰς τό ἰατρεῖον του ὁδός Σταμπούλ ἀρ. 2.: [471, 556, 664, 645]
- race-title: 6η Ἱπποδρομία: [527, 1786, 608, 1800]
- race-horse: 1 ΚΑΓΙΕΝΤ ΕΛ ΓΚΟΖΑΝ: [474, 1801, 605, 1816]
- congo-text-left: (συνέχεια ἐκ 1ης σελίδος) κατάλληλοι ἀυτῆς, αὐτῆς οἱ ἐκλεκτοί εἶναι ὁ Ἀλαι κἀτικκ. Ἀλλ' ὅσε μοῦ λένε, ἂν παίρνουν τά τρόπον τῆς οἰκονομίας μου. Ὁ Τουαΐν ἔγραφε γιά τήν κατάσταση τοῦ Κόγκο, ποῦ ἔβλεπε τόν λαόν ὑπό τήν ἐκμετάλλευση.: [1009, 861, 1220, 980]
- news-item-heading: ΤΑ ΧΡΟΝΙΚΑ ΤΗΣ ΗΜΕΡΑΣ: [123, 1791, 277, 1806]
- cinema-name: ΡΟΥΑΓΙΑΛ: [291, 237, 350, 250]
- race-horse: 3 ΝΑΓΕΦ: [474, 1832, 526, 1847]
- race-row: [471, 1494, 664, 1510]
- cinema-show: THE BIG OPERATOR (Μίκυ Ρούνεϋ, Μάμυ Βάν Ντόρεν) καί COUNT YOUR BLESSINGS (Ντέμπορα Κέρρ): [119, 567, 281, 656]
- radio-cairo-item: 13.30 Ἔργα Ραβέλ: [119, 771, 224, 785]
- workers-heading: Η ΕΡΓΑΤΙΚΗ ΚΥΠΡΙΑΚΗ ΑΝΤΙΠΡΟΣΩΠΕΙΑ ΕΠΕΣΤΡΕΨΕ ΕΙΣ ΚΥΠΡΟΝ: [842, 1395, 992, 1440]
- news-item-heading: ΤΟ ΥΠΟΥΡΓΕΙΟΝ ΕΣΩΤΕΡΙΚΩΝ ΚΑΙ ΤΑ ΠΑΡΑΠΟΝΑ ΤΩΝ ΠΟΛΙΤΩΝ: [122, 2112, 279, 2156]
- race-horse: 3 ΡΑΜΣΕΣ: [474, 1428, 532, 1443]
- race-row: [471, 1848, 664, 1864]
- cinema-entry: [292, 237, 456, 296]
- race-row: [471, 1479, 664, 1494]
- cotton-row: [471, 1984, 664, 2000]
- cinema-name: ΡΑΝΤΙΟ: [119, 658, 162, 672]
- race-horse: 3 ΙΜΠΝ ΝΑΜΠΑΤ: [474, 1751, 569, 1766]
- race-title-row: [471, 1621, 664, 1641]
- race-row: [471, 1767, 664, 1783]
- race-horse: 1 ΧΙΛΑΛΕΥ ΚΑΝΑΝ: [474, 1882, 581, 1897]
- race-odds: [618, 1848, 664, 1864]
- radio-cairo-item: 12.30 Μουσικόν πόν Πουρλ: [119, 756, 276, 770]
- cinema-name: ΡΙΑΛΤΟ: [291, 297, 334, 311]
- lead-text-left: ΑΡΧΙΖΕΙ σήμερον εἰς Χτώραν, περίχωρον τῆς Βηρυτοῦ, ἡ Ἀραβική Διάσκεψις Ὑπουργῶν Ἐξωτερικῶν. Προσῆλθε καί τό Ἰράκ, προηγουμένως ἀποφυγόν ἀπό τοιαύτας συγκεντρώσεις. Περιέχονται καί ἡ Ἰορδανία, ἡ προηγουμένως ἀπείλησεν ἀποχήν. Ἐξαιρουμένη κατά μόνην ἡ Τυνησία. Τό κύριον καί σοβαρώτατον θέμα εἶναι ἡ διαφύλαξις εἰς τούς πρόσφυγας ἐκ Παλαιστίνης τῆς «Προσωπικότητος» τοῦ ἀνεξαρτήτου Παλαιστινιακοῦ Λαοῦ καί ἡ προστασία τῶν μέσων, δι' ὧν θά ἐπιτύχουν τά δικαιώματα των. Μία τῶν ἀποφάσεων ἦτο ἡ ἀπογραφή εἰς τόν κατάλογον τῶν προσφύγων. Ἡ ὁμιλία, θά ἐπιδοθεῖ εἰς τήν Λεπτοσκοπικήν ὡς ἐν τούτοις ἡ ἑτέρα ὑποθήκη.: [680, 207, 832, 696]
- race-odds: [618, 1606, 664, 1621]
- news-item-heading: — Η ΘΥΓΑΤΗΡ ΚΟΣΜΗΜΑΤΟΠΩΛΟΥ ΥΠΑΝΔΡΕΥΘΗ ΤΟΝ ΣΩΦΕΡ ΤΗΣ: [293, 1946, 454, 2004]
- advert-body: Ἐπίπλωσις γραφείου ἀπό χάλυβα. — Μοντέλα μεγάλης ἀξίας «ALL STEEL». — Γραφομηχαναί: μηχαναί γραφῆς ἀμερικανικαί καί γαλλικαί. — Χρηματικιβώτιον «Μιλνέρας». — Μηχαναί ἀριθμήσεως «Ὀντνέρ» καί «Μερσέ». — Χρωματικός ἐφαρμοστής «Ντιπουλί». — Μικροσκόπιον ἐπίνειρα πέ συστέμα. — PONT BASCULE «Μποκέρ». — BASCULES ἐλαίου μάρκας «Μπερκέλ» καί «Τολέντο». Γύψινα καί κτίρια προσωρινά μαλλί 3,917 πήχεων.: [1019, 1144, 1429, 1232]
- race-row: [471, 1914, 664, 1929]
- magic-eye-text-left: (συνέχεια ἐκ 1ης σελίδος) ποιοῦ ὑπερείπεια, δηλ. καθημερινῶς καί γιά πάνω ἀπό 4 ὧρες, στά 800 πεντάμιλα διαστήματα ἡ ὀθόνη τοῦ Ἔλδο, μπορεῖ νά δείχνει ἀπό τόν ἰδίαν εἰκόνα τῆς θάλασσας τοῦ ὁρίζοντα.: [1009, 674, 1220, 778]
- theatron-note: Καθημερινῶς παραστάσεις τοῦ λαογραφικοῦ θιάσου Ρέϊνα.: [300, 529, 447, 570]
- news-item-text: Ἡ θυγάτηρ ἑνός κοσμηματοπώλου ἐγκατέλειψε τήν πατρικήν οἰκίαν καί ὑπανδρεύθη τόν ὁδηγόν τοῦ αὐτοκινήτου της.: [291, 2006, 455, 2095]
- radio-cairo-day: ΔΕΥΤΕΡΑ 22 Αὐγούστου: [218, 739, 356, 753]
- cinema-list-left: [119, 236, 283, 703]
